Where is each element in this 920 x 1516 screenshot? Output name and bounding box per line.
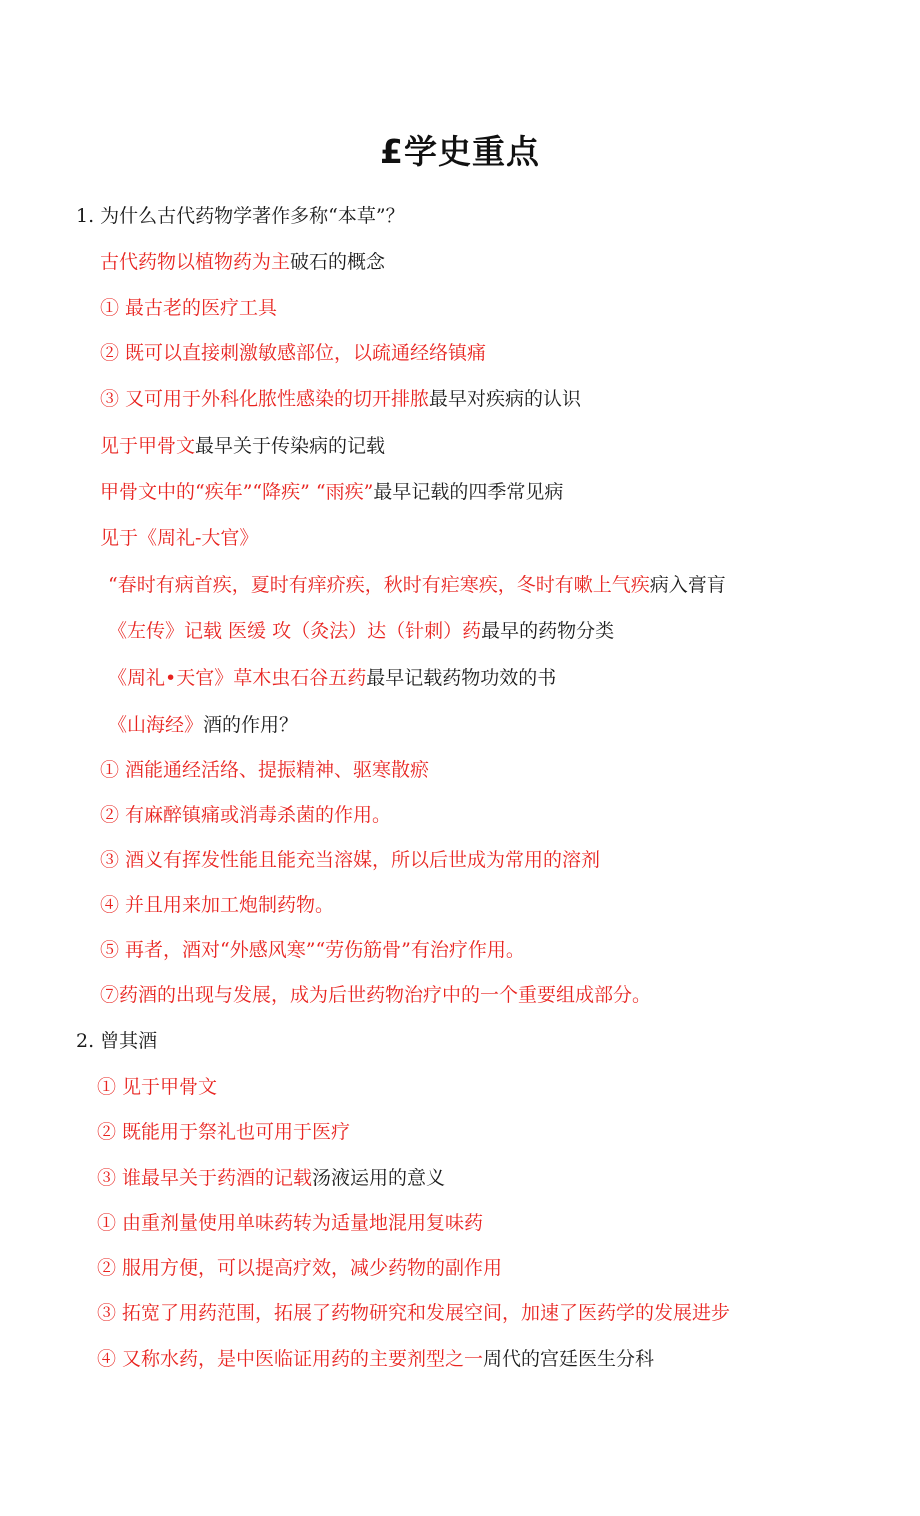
highlighted-text: 见于甲骨文 <box>100 435 196 457</box>
text-line <box>97 1255 502 1281</box>
plain-text: 病入膏肓 <box>649 574 726 596</box>
plain-text: 汤液运用的意义 <box>312 1167 446 1189</box>
plain-text: 破石的概念 <box>290 251 386 273</box>
text-line <box>76 1028 157 1054</box>
highlighted-text: ② 有麻醉镇痛或消毒杀菌的作用。 <box>100 804 392 826</box>
text-line <box>76 203 405 229</box>
highlighted-text: ⑤ 再者，酒对“外感风寒”“劳伤筋骨”有治疗作用。 <box>100 939 525 961</box>
text-line <box>100 982 651 1008</box>
highlighted-text: ③ 酒义有挥发性能且能充当溶媒，所以后世成为常用的溶剂 <box>100 849 601 871</box>
text-line <box>100 525 258 551</box>
text-line <box>108 618 614 644</box>
highlighted-text: ⑦药酒的出现与发展，成为后世药物治疗中的一个重要组成部分。 <box>100 984 652 1006</box>
highlighted-text: ② 既能用于祭礼也可用于医疗 <box>97 1121 351 1143</box>
text-line <box>97 1119 350 1145</box>
text-line <box>97 1165 445 1191</box>
highlighted-text: 《山海经》 <box>108 714 204 736</box>
plain-text: 最早关于传染病的记载 <box>195 435 386 457</box>
text-line <box>100 847 600 873</box>
plain-text: 1. 为什么古代药物学著作多称“本草”？ <box>76 205 405 227</box>
text-line <box>97 1346 654 1372</box>
highlighted-text: “春时有病首疾，夏时有痒疥疾，秋时有疟寒疾，冬时有嗽上气疾 <box>108 574 650 596</box>
plain-text: 酒的作用？ <box>203 714 299 736</box>
highlighted-text: ④ 又称水药，是中医临证用药的主要剂型之一 <box>97 1348 484 1370</box>
text-line <box>100 802 391 828</box>
plain-text: 周代的宫廷医生分科 <box>483 1348 655 1370</box>
highlighted-text: ② 服用方便，可以提高疗效，减少药物的副作用 <box>97 1257 503 1279</box>
highlighted-text: 见于《周礼-大官》 <box>100 527 259 549</box>
highlighted-text: ③ 又可用于外科化脓性感染的切开排脓 <box>100 388 430 410</box>
highlighted-text: 甲骨文中的“疾年”“降疾” “雨疾” <box>100 481 374 503</box>
highlighted-text: ① 见于甲骨文 <box>97 1076 218 1098</box>
plain-text: 最早记载药物功效的书 <box>366 667 557 689</box>
text-line <box>108 572 726 598</box>
highlighted-text: ③ 拓宽了用药范围，拓展了药物研究和发展空间，加速了医药学的发展进步 <box>97 1302 731 1324</box>
text-line <box>100 433 385 459</box>
text-line <box>97 1210 483 1236</box>
plain-text: 最早记载的四季常见病 <box>373 481 564 503</box>
highlighted-text: 《周礼•天官》草木虫石谷五药 <box>108 667 367 689</box>
text-line <box>97 1300 730 1326</box>
highlighted-text: ① 酒能通经活络、提振精神、驱寒散瘀 <box>100 759 430 781</box>
highlighted-text: ① 最古老的医疗工具 <box>100 297 278 319</box>
text-line <box>108 665 556 691</box>
text-line <box>100 386 581 412</box>
text-line <box>100 249 385 275</box>
highlighted-text: ② 既可以直接刺激敏感部位，以疏通经络镇痛 <box>100 342 487 364</box>
text-line <box>100 295 277 321</box>
text-line <box>100 479 563 505</box>
text-line <box>108 712 298 738</box>
plain-text: 最早对疾病的认识 <box>429 388 582 410</box>
highlighted-text: ③ 谁最早关于药酒的记载 <box>97 1167 313 1189</box>
text-line <box>97 1074 217 1100</box>
text-line <box>100 340 486 366</box>
text-line <box>100 892 334 918</box>
highlighted-text: 《左传》记载 医缓 攻（灸法）达（针刺）药 <box>108 620 482 642</box>
highlighted-text: ① 由重剂量使用单味药转为适量地混用复味药 <box>97 1212 484 1234</box>
plain-text: 2. 曾其酒 <box>76 1030 158 1052</box>
plain-text: 最早的药物分类 <box>481 620 615 642</box>
highlighted-text: 古代药物以植物药为主 <box>100 251 291 273</box>
highlighted-text: ④ 并且用来加工炮制药物。 <box>100 894 335 916</box>
text-line <box>100 757 429 783</box>
text-line <box>100 937 525 963</box>
page-title: £学史重点 <box>380 132 540 171</box>
